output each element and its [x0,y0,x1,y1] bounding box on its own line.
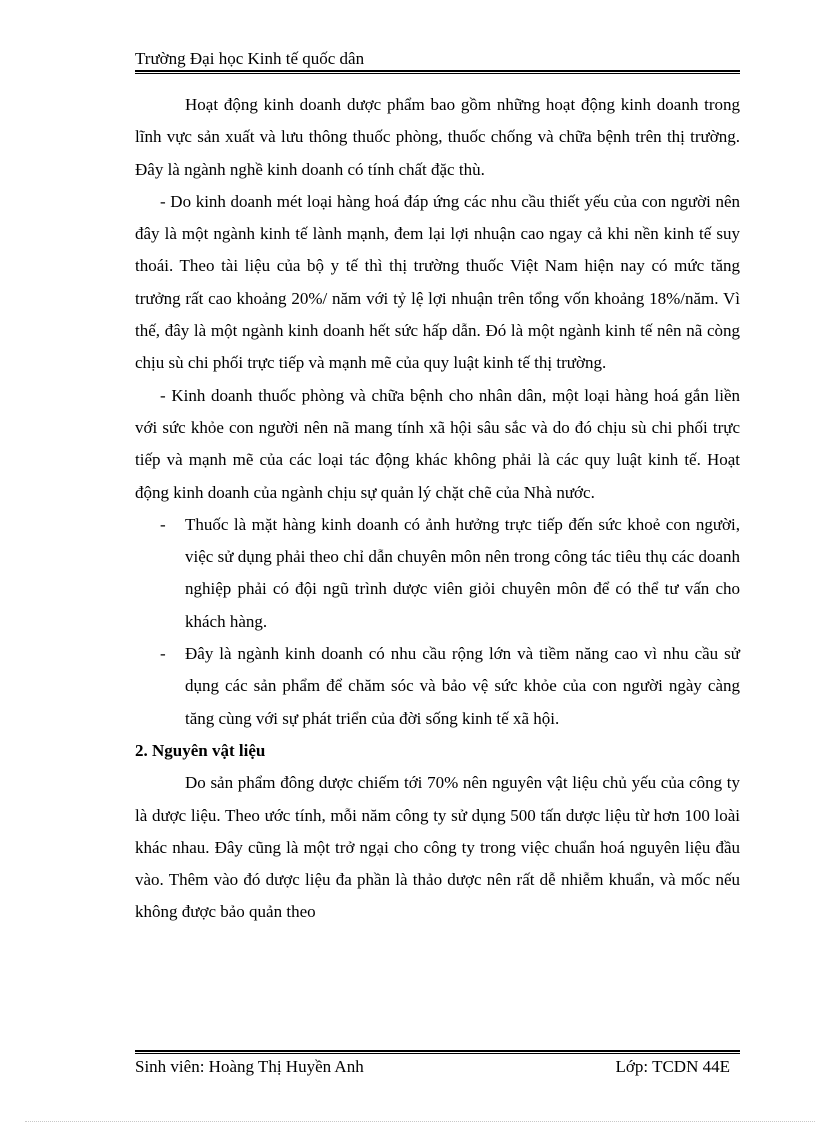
bullet-text: Thuốc là mặt hàng kinh doanh có ảnh hưởng trực tiếp đến sức khoẻ con người, việc sử dụng phải theo chỉ dẫn chuyên môn nên trong công tác tiêu thụ các doanh nghiệp phải có đội ngũ trình dược viên giỏi chuyên môn để có thể tư vấn cho khách hàng. [185,514,740,631]
bullet-marker: - [160,514,166,534]
page-footer [135,1055,740,1079]
bullet-text: Đây là ngành kinh doanh có nhu cầu rộng lớn và tiềm năng cao vì nhu cầu sử dụng các sản phẩm để chăm sóc và bảo vệ sức khỏe của con người ngày càng tăng cùng với sự phát triển của đời sống kinh tế xã hội. [185,644,740,728]
paragraph-raw-materials: Do sản phẩm đông dược chiếm tới 70% nên nguyên vật liệu chủ yếu của công ty là dược liệu. Theo ước tính, mỗi năm công ty sử dụng 500 tấn dược liệu từ hơn 100 loài khác nhau. Đây cũng là một trở ngại cho công ty trong việc chuẩn hoá nguyên liệu đầu vào. Thêm vào đó dược liệu đa phần là thảo dược nên rất dễ nhiễm khuẩn, và mốc nếu không được bảo quản theo [135,773,740,922]
bullet-item-market-demand [135,638,740,735]
section-heading: 2. Nguyên vật liệu [135,740,266,760]
paragraph-profitability: - Do kinh doanh mét loại hàng hoá đáp ứng các nhu cầu thiết yếu của con người nên đây là một ngành kinh tế lành mạnh, đem lại lợi nhuận cao ngay cả khi nền kinh tế suy thoái. Theo tài liệu của bộ y tế thì thị trường thuốc Việt Nam hiện nay có mức tăng trưởng rất cao khoảng 20%/ năm với tỷ lệ lợi nhuận trên tổng vốn khoảng 18%/năm. Vì thế, đây là một ngành kinh doanh hết sức hấp dẫn. Đó là một ngành kinh tế nên nã còng chịu sù chi phối trực tiếp và mạnh mẽ của quy luật kinh tế thị trường. [135,191,740,373]
header-rule [135,70,740,74]
page-bottom-edge [25,1121,815,1122]
footer-class: Lớp: TCDN 44E [615,1057,730,1076]
footer-student-name: Sinh viên: Hoàng Thị Huyền Anh [135,1057,364,1076]
bullet-item-health-impact [135,509,740,638]
paragraph-social-nature: - Kinh doanh thuốc phòng và chữa bệnh cho nhân dân, một loại hàng hoá gắn liền với sức khỏe con người nên nã mang tính xã hội sâu sắc và do đó chịu sù chi phối trực tiếp và mạnh mẽ của các loại tác động khác không phải là các quy luật kinh tế. Hoạt động kinh doanh của ngành chịu sự quản lý chặt chẽ của Nhà nước. [135,385,740,502]
page-header-title: Trường Đại học Kinh tế quốc dân [135,49,365,68]
paragraph-intro: Hoạt động kinh doanh dược phẩm bao gồm những hoạt động kinh doanh trong lĩnh vực sản xuất và lưu thông thuốc phòng, thuốc chống và chữa bệnh trên thị trường. Đây là ngành nghề kinh doanh có tính chất đặc thù. [135,95,740,179]
footer-rule [135,1050,740,1054]
bullet-marker: - [160,644,166,664]
document-body [135,89,740,929]
